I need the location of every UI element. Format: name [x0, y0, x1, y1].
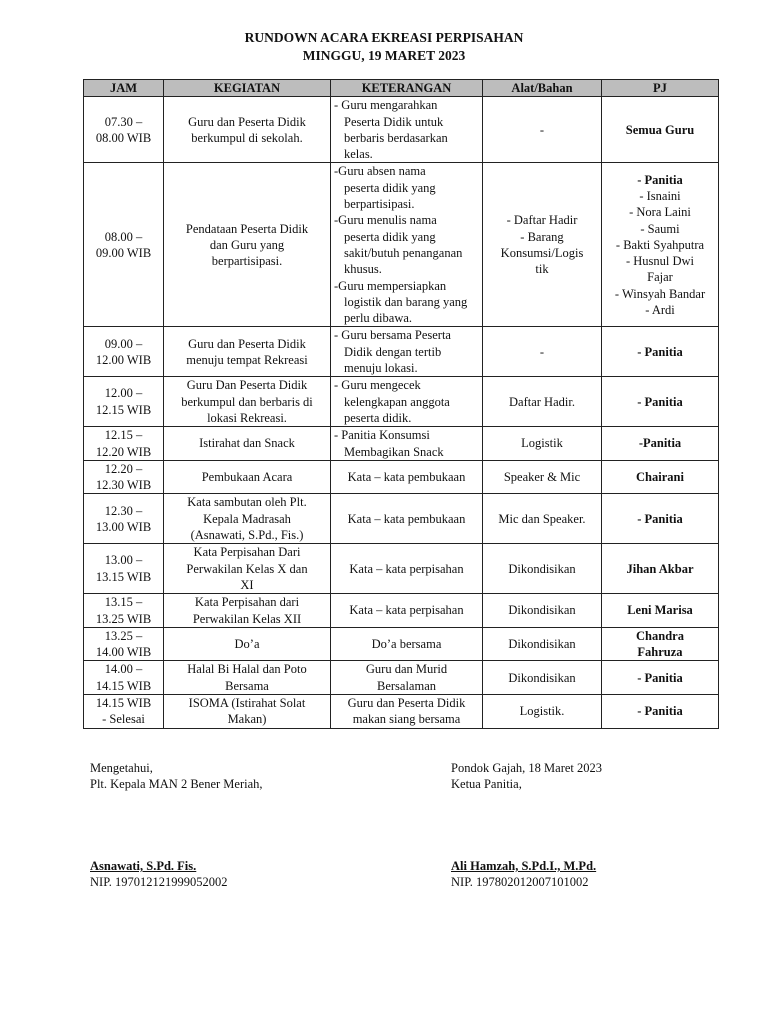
keterangan-line: menuju lokasi.: [344, 361, 418, 376]
pj-line: - Winsyah Bandar: [614, 286, 706, 301]
column-header-keterangan: KETERANGAN: [331, 80, 483, 97]
cell-kegiatan: [164, 694, 331, 728]
kegiatan-line: Kepala Madrasah: [203, 511, 291, 526]
pj-line: - Panitia: [637, 394, 683, 409]
keterangan-line: Kata – kata pembukaan: [347, 511, 466, 526]
table-row: [84, 97, 719, 163]
kegiatan-line: Guru dan Peserta Didik: [188, 114, 306, 129]
keterangan-line: - Guru mengecek: [334, 378, 421, 393]
table-row: [84, 377, 719, 427]
column-header-pj: PJ: [602, 80, 719, 97]
cell-kegiatan: [164, 327, 331, 377]
cell-alat-bahan: [483, 97, 602, 163]
keterangan-line: Guru dan Peserta Didik: [347, 695, 466, 710]
signature-right: [451, 760, 602, 792]
jam-line: 08.00 –: [104, 229, 143, 244]
signature-left: [90, 760, 263, 792]
cell-alat-bahan: [483, 627, 602, 661]
cell-jam: [84, 163, 164, 327]
cell-alat-bahan: [483, 544, 602, 594]
cell-jam: [84, 627, 164, 661]
table-row: [84, 427, 719, 461]
kegiatan-line: (Asnawati, S.Pd., Fis.): [190, 528, 304, 543]
committee-chair-title: Ketua Panitia,: [451, 777, 522, 791]
signature-right-name-block: [451, 858, 596, 890]
cell-alat-bahan: [483, 163, 602, 327]
column-header-kegiatan: KEGIATAN: [164, 80, 331, 97]
kegiatan-line: Istirahat dan Snack: [199, 436, 295, 451]
document-date: MINGGU, 19 MARET 2023: [302, 48, 466, 63]
alat-line: Dikondisikan: [508, 561, 576, 576]
keterangan-line: Kata – kata pembukaan: [347, 469, 466, 484]
kegiatan-line: Perwakilan Kelas XII: [192, 611, 302, 626]
cell-pj: [602, 694, 719, 728]
jam-line: 13.25 –: [104, 628, 143, 643]
document-title: RUNDOWN ACARA EKREASI PERPISAHAN: [244, 30, 524, 45]
jam-line: 12.15 WIB: [95, 402, 152, 417]
pj-line: - Saumi: [640, 221, 680, 236]
alat-line: Dikondisikan: [508, 670, 576, 685]
jam-line: 09.00 WIB: [95, 245, 152, 260]
alat-line: Speaker & Mic: [503, 469, 581, 484]
cell-kegiatan: [164, 163, 331, 327]
jam-line: 13.15 –: [104, 595, 143, 610]
keterangan-line: Peserta Didik untuk: [344, 114, 444, 129]
table-row: [84, 163, 719, 327]
cell-kegiatan: [164, 627, 331, 661]
jam-line: 14.00 WIB: [95, 645, 152, 660]
headmaster-nip: NIP. 197012121999052002: [90, 875, 228, 889]
keterangan-line: Do’a bersama: [371, 636, 442, 651]
jam-line: 14.15 WIB: [95, 695, 152, 710]
keterangan-line: khusus.: [344, 262, 382, 277]
kegiatan-line: Perwakilan Kelas X dan: [186, 561, 308, 576]
keterangan-line: Didik dengan tertib: [344, 344, 442, 359]
cell-jam: [84, 694, 164, 728]
cell-keterangan: [331, 694, 483, 728]
keterangan-line: sakit/butuh penanganan: [344, 245, 463, 260]
jam-line: 09.00 –: [104, 336, 143, 351]
kegiatan-line: berkumpul dan berbaris di: [181, 394, 313, 409]
cell-jam: [84, 460, 164, 494]
table-row: [84, 661, 719, 695]
kegiatan-line: Kata Perpisahan Dari: [193, 545, 301, 560]
jam-line: - Selesai: [102, 712, 145, 727]
kegiatan-line: Kata sambutan oleh Plt.: [187, 495, 307, 510]
kegiatan-line: Makan): [227, 712, 267, 727]
cell-alat-bahan: [483, 661, 602, 695]
jam-line: 13.00 –: [104, 553, 143, 568]
kegiatan-line: Guru dan Peserta Didik: [188, 336, 306, 351]
table-row: [84, 694, 719, 728]
pj-line: Jihan Akbar: [626, 561, 694, 576]
table-row: [84, 460, 719, 494]
cell-pj: [602, 627, 719, 661]
pj-line: Chandra: [636, 628, 684, 643]
alat-line: Mic dan Speaker.: [498, 511, 586, 526]
kegiatan-line: berkumpul di sekolah.: [191, 130, 303, 145]
kegiatan-line: ISOMA (Istirahat Solat: [188, 695, 306, 710]
pj-line: - Husnul Dwi: [625, 254, 695, 269]
jam-line: 12.00 –: [104, 386, 143, 401]
cell-pj: [602, 377, 719, 427]
jam-line: 14.15 WIB: [95, 678, 152, 693]
cell-pj: [602, 594, 719, 628]
keterangan-line: peserta didik yang: [344, 180, 436, 195]
pj-line: - Isnaini: [639, 188, 681, 203]
kegiatan-line: Guru Dan Peserta Didik: [186, 378, 308, 393]
kegiatan-line: Kata Perpisahan dari: [194, 595, 300, 610]
alat-line: -: [539, 344, 545, 359]
cell-keterangan: [331, 427, 483, 461]
alat-line: -: [539, 122, 545, 137]
headmaster-name: Asnawati, S.Pd. Fis.: [90, 859, 197, 873]
keterangan-line: Membagikan Snack: [344, 444, 444, 459]
jam-line: 12.20 –: [104, 461, 143, 476]
cell-jam: [84, 327, 164, 377]
jam-line: 14.00 –: [104, 662, 143, 677]
kegiatan-line: lokasi Rekreasi.: [207, 410, 287, 425]
pj-line: Semua Guru: [625, 122, 695, 137]
keterangan-line: Kata – kata perpisahan: [349, 561, 464, 576]
table-header-row: [84, 80, 719, 97]
pj-line: - Nora Laini: [629, 205, 691, 220]
alat-line: Logistik.: [519, 704, 565, 719]
acknowledgement-label: Mengetahui,: [90, 761, 153, 775]
keterangan-line: - Guru mengarahkan: [334, 98, 438, 113]
cell-jam: [84, 377, 164, 427]
jam-line: 08.00 WIB: [95, 130, 152, 145]
cell-kegiatan: [164, 377, 331, 427]
keterangan-line: -Guru mempersiapkan: [334, 278, 447, 293]
cell-keterangan: [331, 327, 483, 377]
keterangan-line: peserta didik.: [344, 410, 412, 425]
cell-kegiatan: [164, 544, 331, 594]
jam-line: 12.00 WIB: [95, 352, 152, 367]
keterangan-line: Kata – kata perpisahan: [349, 603, 464, 618]
pj-line: -Panitia: [638, 436, 682, 451]
alat-line: Konsumsi/Logis: [500, 245, 584, 260]
kegiatan-line: Do’a: [234, 636, 260, 651]
committee-chair-nip: NIP. 197802012007101002: [451, 875, 589, 889]
table-row: [84, 494, 719, 544]
headmaster-title: Plt. Kepala MAN 2 Bener Meriah,: [90, 777, 263, 791]
jam-line: 12.20 WIB: [95, 444, 152, 459]
cell-alat-bahan: [483, 460, 602, 494]
column-header-jam: JAM: [84, 80, 164, 97]
pj-line: - Bakti Syahputra: [615, 237, 705, 252]
cell-kegiatan: [164, 661, 331, 695]
table-row: [84, 594, 719, 628]
cell-keterangan: [331, 97, 483, 163]
jam-line: 13.15 WIB: [95, 569, 152, 584]
keterangan-line: perlu dibawa.: [344, 311, 413, 326]
keterangan-line: Guru dan Murid: [365, 662, 448, 677]
cell-alat-bahan: [483, 694, 602, 728]
cell-jam: [84, 427, 164, 461]
pj-line: Fajar: [647, 270, 673, 285]
pj-line: - Panitia: [637, 704, 683, 719]
cell-alat-bahan: [483, 594, 602, 628]
pj-line: - Panitia: [637, 344, 683, 359]
keterangan-line: Bersalaman: [376, 678, 436, 693]
cell-keterangan: [331, 544, 483, 594]
alat-line: Daftar Hadir.: [509, 394, 575, 409]
table-body: [84, 97, 719, 728]
jam-line: 12.30 –: [104, 503, 143, 518]
kegiatan-line: Bersama: [225, 678, 269, 693]
cell-keterangan: [331, 594, 483, 628]
cell-pj: [602, 494, 719, 544]
cell-pj: [602, 97, 719, 163]
keterangan-line: -Guru menulis nama: [334, 213, 437, 228]
cell-alat-bahan: [483, 377, 602, 427]
keterangan-line: berbaris berdasarkan: [344, 130, 448, 145]
cell-jam: [84, 594, 164, 628]
table-row: [84, 544, 719, 594]
cell-keterangan: [331, 377, 483, 427]
kegiatan-line: menuju tempat Rekreasi: [186, 352, 308, 367]
jam-line: 12.15 –: [104, 428, 143, 443]
alat-line: Logistik: [521, 436, 563, 451]
cell-keterangan: [331, 494, 483, 544]
table-row: [84, 327, 719, 377]
rundown-table: [83, 79, 719, 729]
cell-alat-bahan: [483, 327, 602, 377]
cell-alat-bahan: [483, 494, 602, 544]
keterangan-line: kelengkapan anggota: [344, 394, 450, 409]
cell-alat-bahan: [483, 427, 602, 461]
alat-line: Dikondisikan: [508, 603, 576, 618]
cell-keterangan: [331, 460, 483, 494]
alat-line: - Daftar Hadir: [506, 213, 578, 228]
kegiatan-line: Halal Bi Halal dan Poto: [187, 662, 307, 677]
pj-line: - Panitia: [637, 172, 683, 187]
cell-pj: [602, 661, 719, 695]
committee-chair-name: Ali Hamzah, S.Pd.I., M.Pd.: [451, 859, 597, 873]
keterangan-line: peserta didik yang: [344, 229, 436, 244]
cell-pj: [602, 544, 719, 594]
signature-left-name-block: [90, 858, 228, 890]
table-row: [84, 627, 719, 661]
cell-keterangan: [331, 661, 483, 695]
alat-line: tik: [535, 262, 549, 277]
pj-line: Chairani: [636, 469, 684, 484]
pj-line: - Panitia: [637, 511, 683, 526]
pj-line: Leni Marisa: [627, 603, 693, 618]
keterangan-line: logistik dan barang yang: [344, 294, 468, 309]
cell-kegiatan: [164, 97, 331, 163]
cell-pj: [602, 427, 719, 461]
cell-pj: [602, 327, 719, 377]
keterangan-line: - Panitia Konsumsi: [334, 428, 430, 443]
kegiatan-line: dan Guru yang: [209, 237, 285, 252]
keterangan-line: -Guru absen nama: [334, 164, 426, 179]
keterangan-line: kelas.: [344, 147, 373, 162]
pj-line: Fahruza: [637, 645, 683, 660]
column-header-alat-bahan: Alat/Bahan: [483, 80, 602, 97]
kegiatan-line: XI: [240, 577, 254, 592]
cell-keterangan: [331, 163, 483, 327]
kegiatan-line: berpartisipasi.: [211, 254, 283, 269]
keterangan-line: berpartisipasi.: [344, 197, 415, 212]
keterangan-line: - Guru bersama Peserta: [334, 328, 451, 343]
cell-kegiatan: [164, 494, 331, 544]
cell-pj: [602, 460, 719, 494]
jam-line: 12.30 WIB: [95, 478, 152, 493]
alat-line: Dikondisikan: [508, 636, 576, 651]
keterangan-line: makan siang bersama: [352, 712, 461, 727]
cell-kegiatan: [164, 594, 331, 628]
cell-kegiatan: [164, 427, 331, 461]
kegiatan-line: Pembukaan Acara: [201, 469, 293, 484]
cell-jam: [84, 661, 164, 695]
jam-line: 13.00 WIB: [95, 519, 152, 534]
place-date: Pondok Gajah, 18 Maret 2023: [451, 761, 603, 775]
pj-line: - Ardi: [645, 303, 675, 317]
cell-jam: [84, 494, 164, 544]
alat-line: - Barang: [520, 229, 564, 244]
jam-line: 13.25 WIB: [95, 611, 152, 626]
cell-kegiatan: [164, 460, 331, 494]
kegiatan-line: Pendataan Peserta Didik: [185, 221, 309, 236]
pj-line: - Panitia: [637, 670, 683, 685]
cell-pj: [602, 163, 719, 327]
cell-jam: [84, 544, 164, 594]
jam-line: 07.30 –: [104, 114, 143, 129]
cell-jam: [84, 97, 164, 163]
cell-keterangan: [331, 627, 483, 661]
